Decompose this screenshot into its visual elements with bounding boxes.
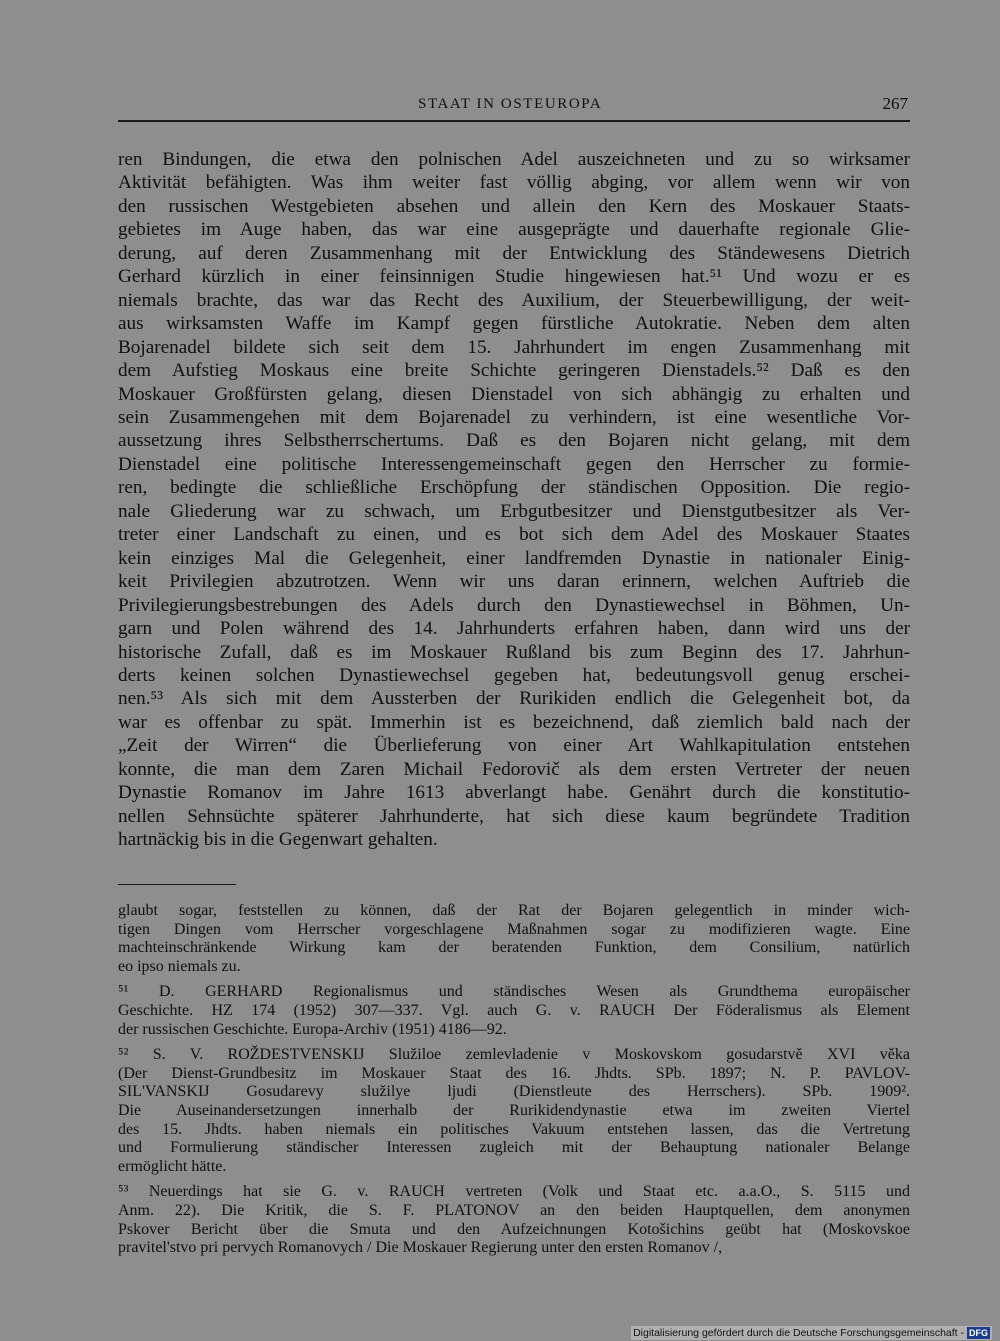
body-line: Bojarenadel bildete sich seit dem 15. Jahrhundert im engen Zusammenhang mit [118, 336, 910, 358]
footnote-line: Pskover Bericht über die Smuta und den Aufzeichnungen Kotošichins geübt hat (Moskovskoe [118, 1220, 910, 1238]
body-line: niemals brachte, das war das Recht des Auxilium, der Steuerbewilligung, der weit- [118, 289, 910, 311]
body-line: Privilegierungsbestrebungen des Adels durch den Dynastiewechsel in Böhmen, Un- [118, 594, 910, 616]
footnote-line: pravitel'stvo pri pervych Romanovych / Die Moskauer Regierung unter den ersten Romanov /, [118, 1239, 723, 1257]
body-line: ren, bedingte die schließliche Erschöpfung der ständischen Opposition. Die regio- [118, 477, 910, 499]
body-line: Gerhard kürzlich in einer feinsinnigen Studie hingewiesen hat.⁵¹ Und wozu er es [118, 266, 910, 288]
body-line: ren Bindungen, die etwa den polnischen Adel auszeichneten und zu so wirksamer [118, 149, 910, 170]
header-rule [118, 120, 910, 122]
footnote [118, 1046, 910, 1176]
footnote-line: glaubt sogar, feststellen zu können, daß der Rat der Bojaren gelegentlich in minder wich- [118, 902, 910, 919]
footnote-line: Geschichte. HZ 174 (1952) 307—337. Vgl. auch G. v. RAUCH Der Föderalismus als Element [118, 1001, 910, 1019]
body-line: aussetzung ihres Selbstherrschertums. Daß es den Bojaren nicht gelang, mit dem [118, 430, 910, 452]
body-line: Aktivität befähigten. Was ihm weiter fast völlig abging, vor allem wenn wir von [118, 172, 910, 194]
footnote-line: machteinschränkende Wirkung kam der beratenden Funktion, dem Consilium, natürlich [118, 939, 910, 957]
body-line: kein einziges Mal die Gelegenheit, einer landfremden Dynastie in nationaler Einig- [118, 547, 910, 569]
body-line: derung, auf deren Zusammenhang mit der Entwicklung des Ständewesens Dietrich [118, 242, 910, 264]
banner-text: Digitalisierung gefördert durch die Deutsche Forschungsgemeinschaft - [633, 1327, 964, 1339]
body-line: war es offenbar zu spät. Immerhin ist es bezeichnend, daß ziemlich bald nach der [118, 711, 910, 733]
footnote-line: ⁵² S. V. ROŽDESTVENSKIJ Služiloe zemlevladenie v Moskovskom gosudarstvě XVI věka [118, 1046, 910, 1064]
footnote-line: ermöglicht hätte. [118, 1157, 227, 1175]
footnote-line: und Formulierung ständischer Interessen zugleich mit der Behauptung nationaler Belange [118, 1139, 910, 1157]
page-number: 267 [882, 94, 908, 113]
footnote [118, 983, 910, 1039]
footnote-line: Anm. 22). Die Kritik, die S. F. PLATONOV an den beiden Hauptquellen, dem anonymen [118, 1201, 910, 1219]
body-line: den russischen Westgebieten absehen und allein den Kern des Moskauer Staats- [118, 195, 910, 217]
footnote [118, 902, 910, 976]
footnote-line: ⁵³ Neuerdings hat sie G. v. RAUCH vertreten (Volk und Staat etc. a.a.O., S. 5115 und [118, 1183, 910, 1201]
body-line: historische Zufall, daß es im Moskauer Rußland bis zum Beginn des 17. Jahrhun- [118, 641, 910, 663]
footnote-line: tigen Dingen vom Herrscher vorgeschlagene Maßnahmen sogar zu modifizieren wagte. Eine [118, 920, 910, 938]
dfg-logo-icon: DFG [969, 1328, 988, 1338]
body-line: treter einer Landschaft zu einen, und es bot sich dem Adel des Moskauer Staates [118, 524, 910, 546]
running-title: STAAT IN OSTEUROPA [418, 96, 603, 112]
footnote-rule [118, 884, 236, 885]
body-line: konnte, die man dem Zaren Michail Fedorovič als dem ersten Vertreter der neuen [118, 758, 910, 780]
footnote-line: Die Auseinandersetzungen innerhalb der Rurikidendynastie etwa im zweiten Viertel [118, 1101, 910, 1119]
footnote-line: eo ipso niemals zu. [118, 957, 241, 975]
body-line: „Zeit der Wirren“ die Überlieferung von einer Art Wahlkapitulation entstehen [118, 735, 910, 757]
footnotes [118, 902, 910, 1265]
body-line: derts keinen solchen Dynastiewechsel gegeben hat, bedeutungsvoll genug erschei- [118, 664, 910, 686]
footnote-line: des 15. Jhdts. haben niemals ein politisches Vakuum entstehen lassen, das die Vertretung [118, 1120, 910, 1138]
footnote-line: (Der Dienst-Grundbesitz im Moskauer Staat des 16. Jhdts. SPb. 1897; N. P. PAVLOV- [118, 1064, 910, 1082]
body-line: hartnäckig bis in die Gegenwart gehalten. [118, 829, 438, 851]
body-line: dem Aufstieg Moskaus eine breite Schichte geringeren Dienstadels.⁵² Daß es den [118, 360, 910, 382]
body-line: nale Gliederung war zu schwach, um Erbgutbesitzer und Dienstgutbesitzer als Ver- [118, 500, 910, 522]
footnote-line: SIL'VANSKIJ Gosudarevy služilye ljudi (Dienstleute des Herrschers). SPb. 1909². [118, 1083, 910, 1101]
body-line: gebietes im Auge haben, das war eine ausgeprägte und dauerhafte regionale Glie- [118, 219, 910, 241]
footnote-line: ⁵¹ D. GERHARD Regionalismus und ständisches Wesen als Grundthema europäischer [118, 983, 910, 1001]
footnote [118, 1183, 910, 1257]
body-line: Dynastie Romanov im Jahre 1613 abverlangt habe. Genährt durch die konstitutio- [118, 782, 910, 804]
footnote-line: der russischen Geschichte. Europa-Archiv (1951) 4186—92. [118, 1020, 507, 1038]
body-line: aus wirksamsten Waffe im Kampf gegen fürstliche Autokratie. Neben dem alten [118, 313, 910, 335]
digitization-banner [631, 1326, 992, 1340]
page-header [118, 94, 910, 118]
body-line: nellen Sehnsüchte späterer Jahrhunderte, hat sich diese kaum begründete Tradition [118, 805, 910, 827]
body-line: Dienstadel eine politische Interessengemeinschaft gegen den Herrscher zu formie- [118, 453, 910, 475]
body-line: Moskauer Großfürsten gelang, diesen Dienstadel von sich abhängig zu erhalten und [118, 383, 910, 405]
body-line: sein Zusammengehen mit dem Bojarenadel zu verhindern, ist eine wesentliche Vor- [118, 406, 910, 428]
body-line: garn und Polen während des 14. Jahrhunderts erfahren haben, dann wird uns der [118, 618, 910, 640]
body-text [118, 148, 910, 852]
body-line: keit Privilegien abzutrotzen. Wenn wir uns daran erinnern, welchen Auftrieb die [118, 571, 910, 593]
body-line: nen.⁵³ Als sich mit dem Aussterben der Rurikiden endlich die Gelegenheit bot, da [118, 688, 910, 710]
